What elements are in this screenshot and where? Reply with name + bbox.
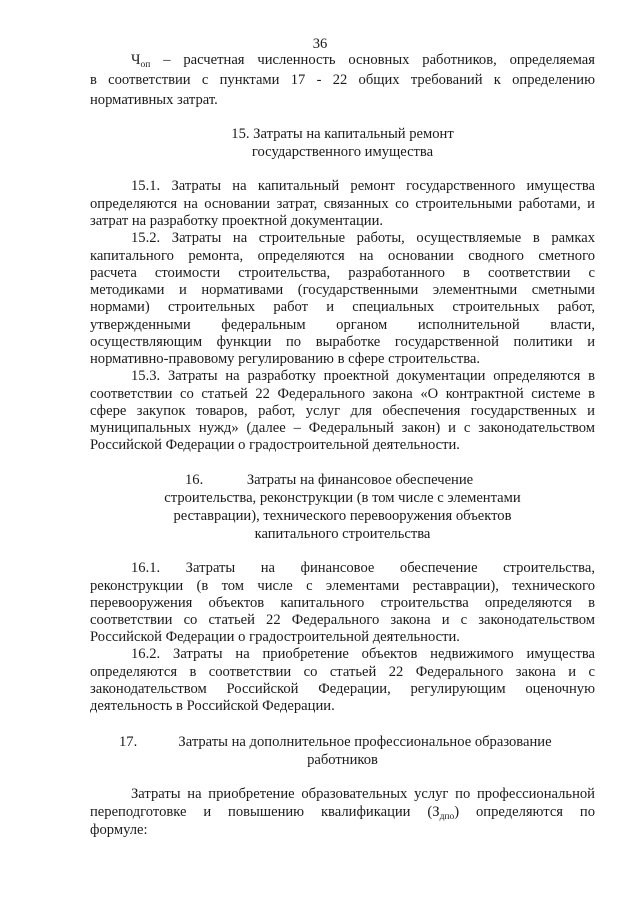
intro-line-3: нормативных затрат. xyxy=(90,92,218,108)
heading-16-line-3: реставрации), технического перевооружения объектов xyxy=(173,508,512,524)
p16-1-line-4: соответствии со статьей 22 Федерального закона и с законодательством xyxy=(90,612,595,628)
p15-3-line-2: соответствии со статьей 22 Федерального закона «О контрактной системе в xyxy=(90,386,595,402)
p16-1-line-2: реконструкции (в том числе с элементами реставрации), технического xyxy=(90,578,595,594)
p16-2-line-3: законодательством Российской Федерации, регулирующим оценочную xyxy=(90,681,595,697)
p15-2-line-8: нормативно-правовому регулированию в сфере строительства. xyxy=(90,351,481,367)
intro-symbol: Ч xyxy=(131,52,141,68)
p15-1-line-1: 15.1. Затраты на капитальный ремонт государственного имущества xyxy=(131,178,595,194)
p15-2-line-3: расчета стоимости строительства, разработанного в соответствии с xyxy=(90,265,595,281)
p15-2-line-5: нормами) строительных работ и специальных строительных работ, xyxy=(90,299,595,315)
heading-16-number: 16. xyxy=(185,472,204,488)
p17-line-1: Затраты на приобретение образовательных услуг по профессиональной xyxy=(131,786,595,802)
heading-16-line-4: капитального строительства xyxy=(254,526,431,542)
heading-15-line-2: государственного имущества xyxy=(251,144,434,160)
p17-line-3: формуле: xyxy=(90,822,148,838)
p15-2-line-6: утвержденными федеральным органом исполнительной власти, xyxy=(90,317,595,333)
p15-2-line-7: осуществляющим функции по выработке государственной политики и xyxy=(90,334,595,350)
p17-line-2: переподготовке и повышению квалификации $(З_{дпо})$ определяются по xyxy=(90,804,596,822)
heading-17-line-1: Затраты на дополнительное профессиональное образование xyxy=(178,734,552,750)
p15-2-line-4: методиками и нормативами (государственными элементными сметными xyxy=(90,282,595,298)
intro-symbol-subscript: оп xyxy=(140,60,151,70)
p15-1-line-3: затрат на разработку проектной документации. xyxy=(90,213,384,229)
intro-line-1: $Ч_{оп}$ – расчетная численность основных работников, определяемая xyxy=(131,52,595,70)
p15-3-line-4: муниципальных нужд» (далее – Федеральный закон) и с законодательством xyxy=(90,420,595,436)
heading-17-number: 17. xyxy=(119,734,138,750)
p16-1-line-1: 16.1. Затраты на финансовое обеспечение строительства, xyxy=(131,560,595,576)
p15-3-line-5: Российской Федерации о градостроительной деятельности. xyxy=(90,437,460,453)
p17-subscript: дпо xyxy=(439,812,455,822)
p16-2-line-4: деятельность в Российской Федерации. xyxy=(90,698,335,714)
heading-17-line-2: работников xyxy=(307,752,378,768)
heading-16-line-2: строительства, реконструкции (в том числе с элементами xyxy=(164,490,521,506)
p16-2-line-1: 16.2. Затраты на приобретение объектов недвижимого имущества xyxy=(131,646,595,662)
heading-15-line-1: 15. Затраты на капитальный ремонт xyxy=(231,126,454,142)
p15-2-line-1: 15.2. Затраты на строительные работы, осуществляемые в рамках xyxy=(131,230,595,246)
p16-1-line-5: Российской Федерации о градостроительной деятельности. xyxy=(90,629,460,645)
p15-1-line-2: определяются на основании затрат, связанных со строительными работами, и xyxy=(90,196,595,212)
p15-2-line-2: капитального ремонта, определяются на основании сводного сметного xyxy=(90,248,595,264)
heading-16-line-1: Затраты на финансовое обеспечение xyxy=(246,472,474,488)
p15-3-line-3: сфере закупок товаров, работ, услуг для обеспечения государственных и xyxy=(90,403,595,419)
page-number: 36 xyxy=(312,36,328,52)
p16-1-line-3: перевооружения объектов капитального строительства определяются в xyxy=(90,595,595,611)
intro-line-2: в соответствии с пунктами 17 - 22 общих требований к определению xyxy=(90,72,595,88)
p16-2-line-2: определяются в соответствии со статьей 22 Федерального закона и с xyxy=(90,664,595,680)
p15-3-line-1: 15.3. Затраты на разработку проектной документации определяются в xyxy=(131,368,595,384)
